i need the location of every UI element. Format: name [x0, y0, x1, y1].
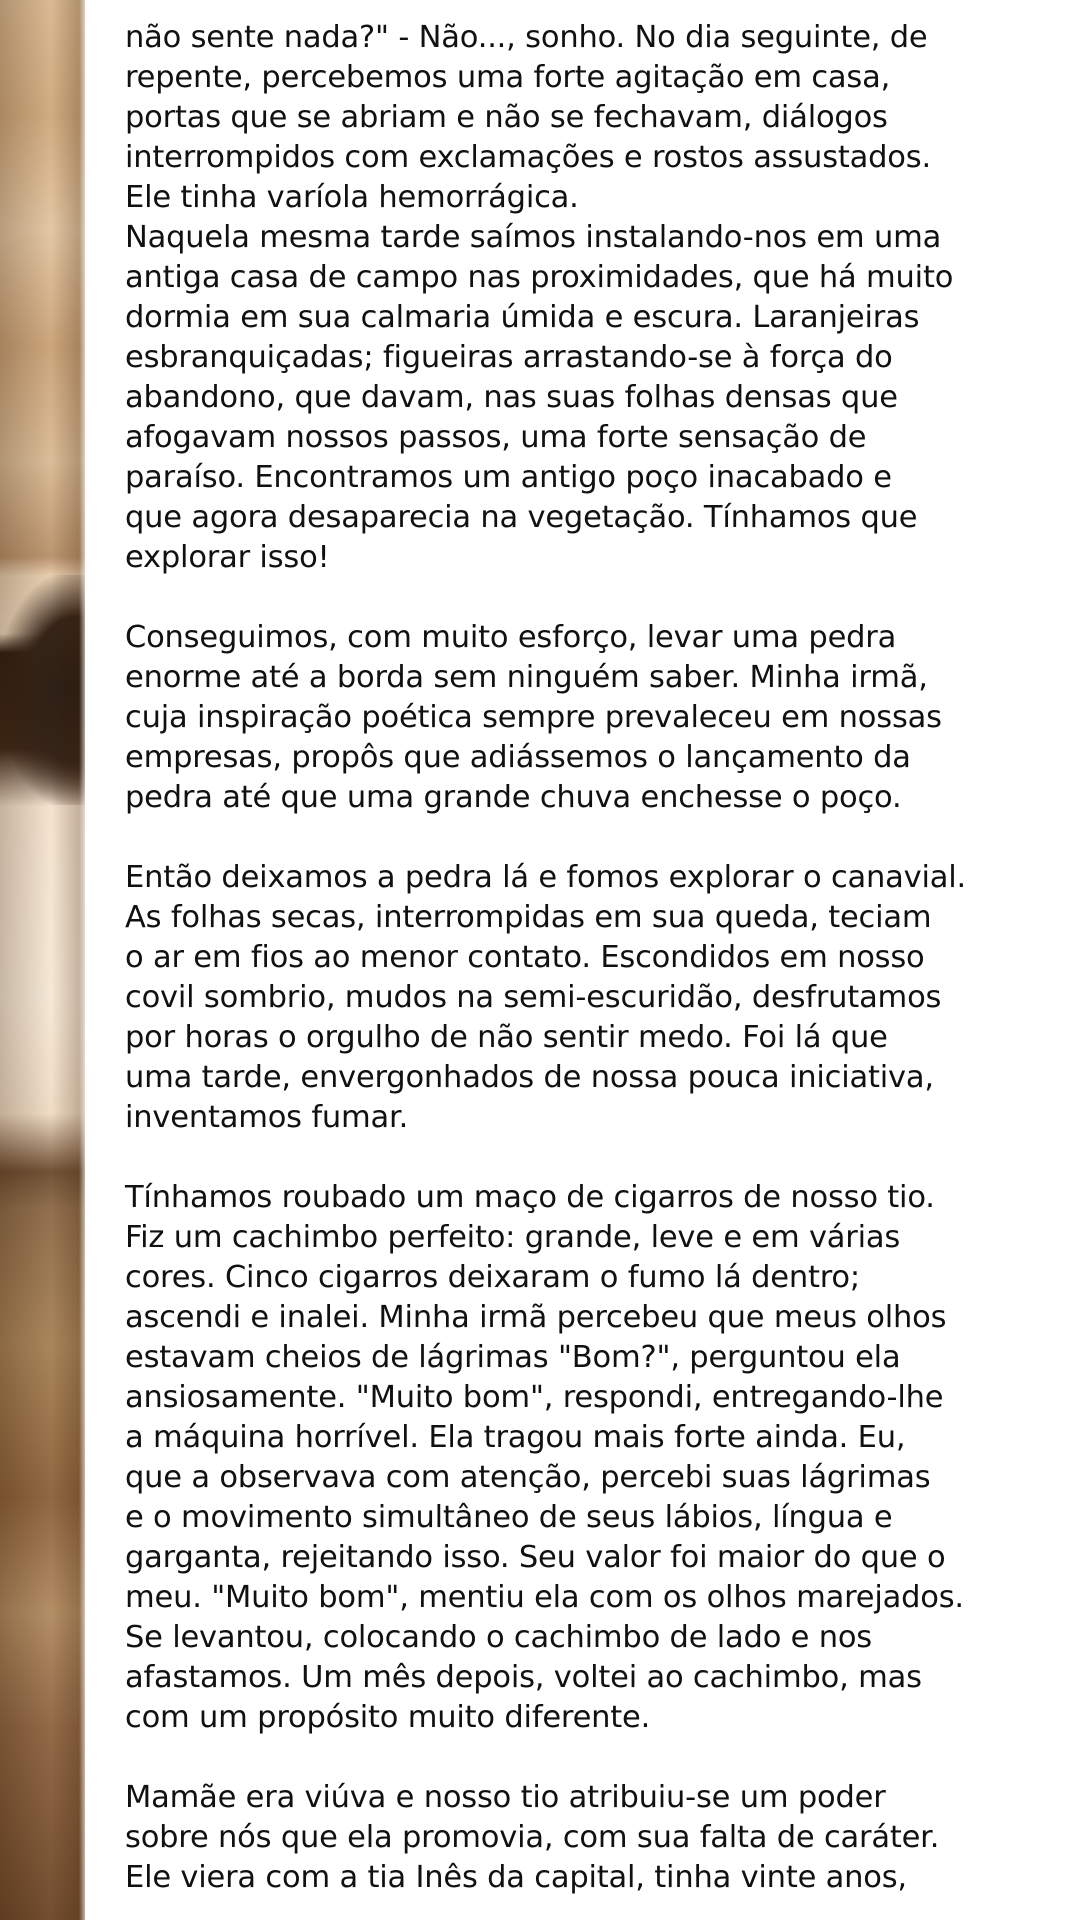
paragraph-3: Então deixamos a pedra lá e fomos explorar o canavial. As folhas secas, interrompidas em sua queda, teciam o ar em fios ao menor contato. Escondidos em nosso covil sombrio, mudos na semi-escuridão, desfrutamos por horas o orgulho de não sentir medo. Foi lá que uma tarde, envergonhados de nossa pouca iniciativa, inventamos fumar. — [125, 860, 967, 1135]
sepia-photo-strip — [0, 0, 85, 1920]
text-column — [125, 18, 1050, 1920]
paragraph-4: Tínhamos roubado um maço de cigarros de nosso tio. Fiz um cachimbo perfeito: grande, leve e em várias cores. Cinco cigarros deixaram o fumo lá dentro; ascendi e inalei. Minha irmã percebeu que meus olhos estavam cheios de lágrimas "Bom?", perguntou ela ansiosamente. "Muito bom", respondi, entregando-lhe a máquina horrível. Ela tragou mais forte ainda. Eu, que a observava com atenção, percebi suas lágrimas e o movimento simultâneo de seus lábios, língua e garganta, rejeitando isso. Seu valor foi maior do que o meu. "Muito bom", mentiu ela com os olhos marejados. Se levantou, colocando o cachimbo de lado e nos afastamos. Um mês depois, voltei ao cachimbo, mas com um propósito muito diferente. — [125, 1180, 964, 1735]
paragraph-5: Mamãe era viúva e nosso tio atribuiu-se um poder sobre nós que ela promovia, com sua falta de caráter. Ele viera com a tia Inês da capital, tinha vinte anos, — [125, 1780, 940, 1895]
paragraph-1: não sente nada?" - Não..., sonho. No dia seguinte, de repente, percebemos uma forte agitação em casa, portas que se abriam e não se fechavam, diálogos interrompidos com exclamações e rostos assustados. Ele tinha varíola hemorrágica. Naquela mesma tarde saímos instalando-nos em uma antiga casa de campo nas proximidades, que há muito dormia em sua calmaria úmida e escura. Laranjeiras esbranquiçadas; figueiras arrastando-se à força do abandono, que davam, nas suas folhas densas que afogavam nossos passos, uma forte sensação de paraíso. Encontramos um antigo poço inacabado e que agora desaparecia na vegetação. Tínhamos que explorar isso! — [125, 20, 954, 575]
paragraph-2: Conseguimos, com muito esforço, levar uma pedra enorme até a borda sem ninguém saber. Minha irmã, cuja inspiração poética sempre prevaleceu em nossas empresas, propôs que adiássemos o lançamento da pedra até que uma grande chuva enchesse o poço. — [125, 620, 942, 815]
photo-shading — [0, 0, 85, 1920]
photo-edge — [79, 0, 85, 1920]
